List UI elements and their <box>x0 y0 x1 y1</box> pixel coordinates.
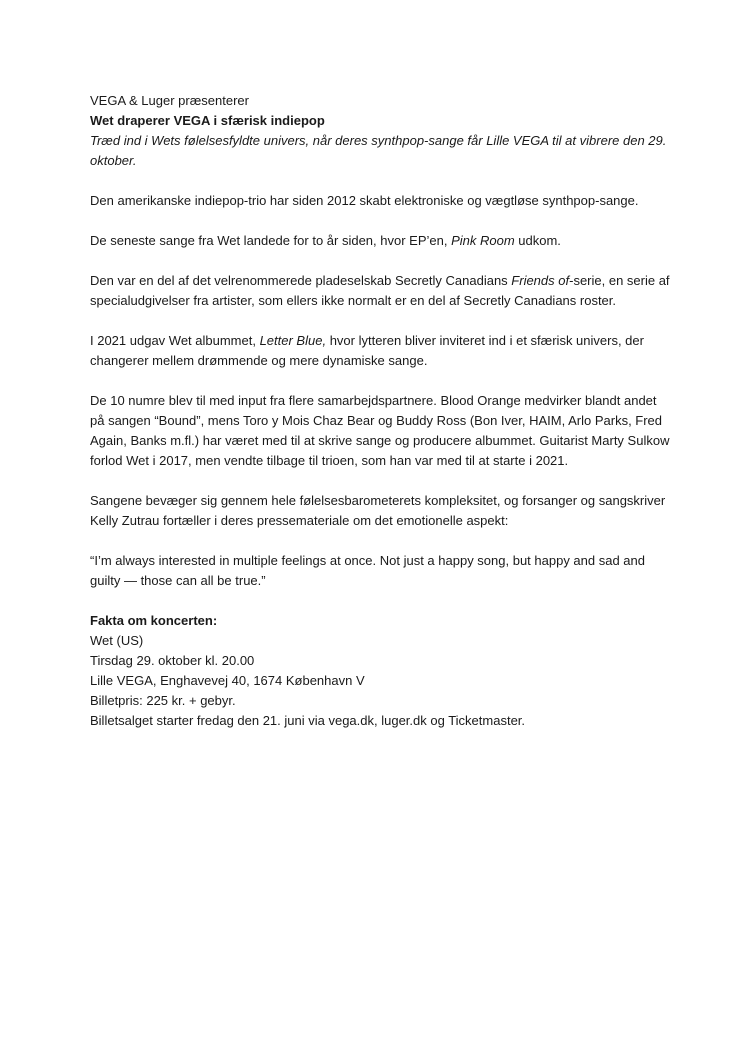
headline: Wet draperer VEGA i sfærisk indiepop <box>90 113 325 128</box>
paragraph-intro: Den amerikanske indiepop-trio har siden 2012 skabt elektroniske og vægtløse synthpop-sange. <box>90 193 639 208</box>
press-release <box>90 91 670 731</box>
paragraph-album-text-after: hvor lytteren bliver inviteret ind i et sfærisk univers, der changerer mellem drømmende og mere dynamiske sange. <box>90 333 644 368</box>
quote: “I’m always interested in multiple feelings at once. Not just a happy song, but happy and sad and guilty — those can all be true.” <box>90 553 645 588</box>
facts-heading: Fakta om koncerten: <box>90 613 218 628</box>
facts-price: Billetpris: 225 kr. + gebyr. <box>90 693 236 708</box>
facts-artist: Wet (US) <box>90 633 144 648</box>
paragraph-ep-text-after: udkom. <box>514 233 561 248</box>
facts-date: Tirsdag 29. oktober kl. 20.00 <box>90 653 255 668</box>
paragraph-ep-text-before: De seneste sange fra Wet landede for to år siden, hvor EP’en, <box>90 233 452 248</box>
facts-ticket-sale: Billetsalget starter fredag den 21. juni via vega.dk, luger.dk og Ticketmaster. <box>90 713 526 728</box>
paragraph-label <box>90 271 670 311</box>
paragraph-ep <box>90 231 670 251</box>
paragraph-emotions: Sangene bevæger sig gennem hele følelsesbarometerets kompleksitet, og forsanger og sangskriver Kelly Zutrau fortæller i deres pressemateriale om det emotionelle aspekt: <box>90 493 666 528</box>
album-title: Letter Blue, <box>259 333 327 348</box>
paragraph-label-text-before: Den var en del af det velrenommerede pladeselskab Secretly Canadians <box>90 273 512 288</box>
presenter-line: VEGA & Luger præsenterer <box>90 93 249 108</box>
paragraph-album-text-before: I 2021 udgav Wet albummet, <box>90 333 260 348</box>
subheadline: Træd ind i Wets følelsesfyldte univers, når deres synthpop-sange får Lille VEGA til at vibrere den 29. oktober. <box>90 133 667 168</box>
paragraph-album <box>90 331 670 371</box>
facts-venue: Lille VEGA, Enghavevej 40, 1674 København V <box>90 673 365 688</box>
paragraph-label-text-after: -serie, en serie af specialudgivelser fra artister, som ellers ikke normalt er en del af Secretly Canadians roster. <box>90 273 670 308</box>
series-title: Friends of <box>511 273 570 288</box>
ep-title: Pink Room <box>451 233 515 248</box>
paragraph-collaborators: De 10 numre blev til med input fra flere samarbejdspartnere. Blood Orange medvirker blandt andet på sangen “Bound”, mens Toro y Mois Chaz Bear og Buddy Ross (Bon Iver, HAIM, Arlo Parks, Fred Again, Banks m.fl.) har været med til at skrive sange og producere albummet. Guitarist Marty Sulkow forlod Wet i 2017, men vendte tilbage til trioen, som han var med til at starte i 2021. <box>90 393 670 468</box>
